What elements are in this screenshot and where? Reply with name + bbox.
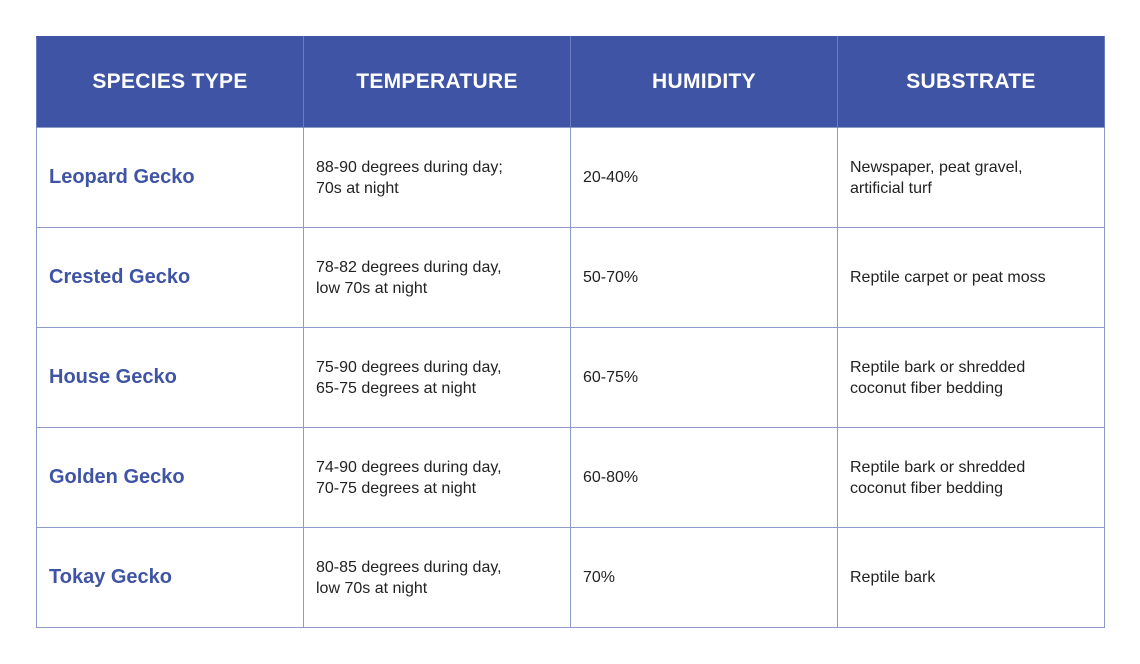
substrate-cell (838, 228, 1105, 328)
humidity-cell: 60-75% (571, 328, 838, 428)
substrate-line: Reptile bark or shredded (850, 358, 1026, 376)
humidity-cell: 50-70% (571, 228, 838, 328)
table-row (37, 428, 1105, 528)
temperature-cell (304, 328, 571, 428)
table-row (37, 228, 1105, 328)
temperature-line: low 70s at night (316, 279, 428, 297)
humidity-cell: 20-40% (571, 128, 838, 228)
species-cell: Golden Gecko (37, 428, 304, 528)
temperature-line: 74-90 degrees during day, (316, 458, 502, 476)
substrate-cell (838, 328, 1105, 428)
temperature-cell (304, 528, 571, 628)
header-temperature: TEMPERATURE (304, 37, 571, 128)
temperature-line: 65-75 degrees at night (316, 379, 477, 397)
temperature-line: 70-75 degrees at night (316, 479, 477, 497)
substrate-cell (838, 128, 1105, 228)
substrate-line: coconut fiber bedding (850, 379, 1003, 397)
substrate-cell (838, 528, 1105, 628)
substrate-line: Reptile carpet or peat moss (850, 269, 1046, 286)
species-cell: Tokay Gecko (37, 528, 304, 628)
species-cell: Leopard Gecko (37, 128, 304, 228)
table-row (37, 128, 1105, 228)
gecko-care-table (36, 36, 1105, 628)
temperature-line: 88-90 degrees during day; (316, 158, 503, 176)
temperature-line: 78-82 degrees during day, (316, 258, 502, 276)
substrate-line: artificial turf (850, 179, 932, 197)
header-humidity: HUMIDITY (571, 37, 838, 128)
substrate-line: Reptile bark or shredded (850, 458, 1026, 476)
humidity-cell: 70% (571, 528, 838, 628)
temperature-cell (304, 228, 571, 328)
temperature-line: 70s at night (316, 179, 399, 197)
header-substrate: SUBSTRATE (838, 37, 1105, 128)
temperature-cell (304, 128, 571, 228)
humidity-cell: 60-80% (571, 428, 838, 528)
table-row (37, 328, 1105, 428)
header-species-type: SPECIES TYPE (37, 37, 304, 128)
substrate-cell (838, 428, 1105, 528)
temperature-line: 75-90 degrees during day, (316, 358, 502, 376)
table-header-row (37, 37, 1105, 128)
substrate-line: Reptile bark (850, 569, 936, 586)
substrate-line: coconut fiber bedding (850, 479, 1003, 497)
species-cell: Crested Gecko (37, 228, 304, 328)
species-cell: House Gecko (37, 328, 304, 428)
substrate-line: Newspaper, peat gravel, (850, 158, 1023, 176)
temperature-cell (304, 428, 571, 528)
table-row (37, 528, 1105, 628)
temperature-line: low 70s at night (316, 579, 428, 597)
temperature-line: 80-85 degrees during day, (316, 558, 502, 576)
